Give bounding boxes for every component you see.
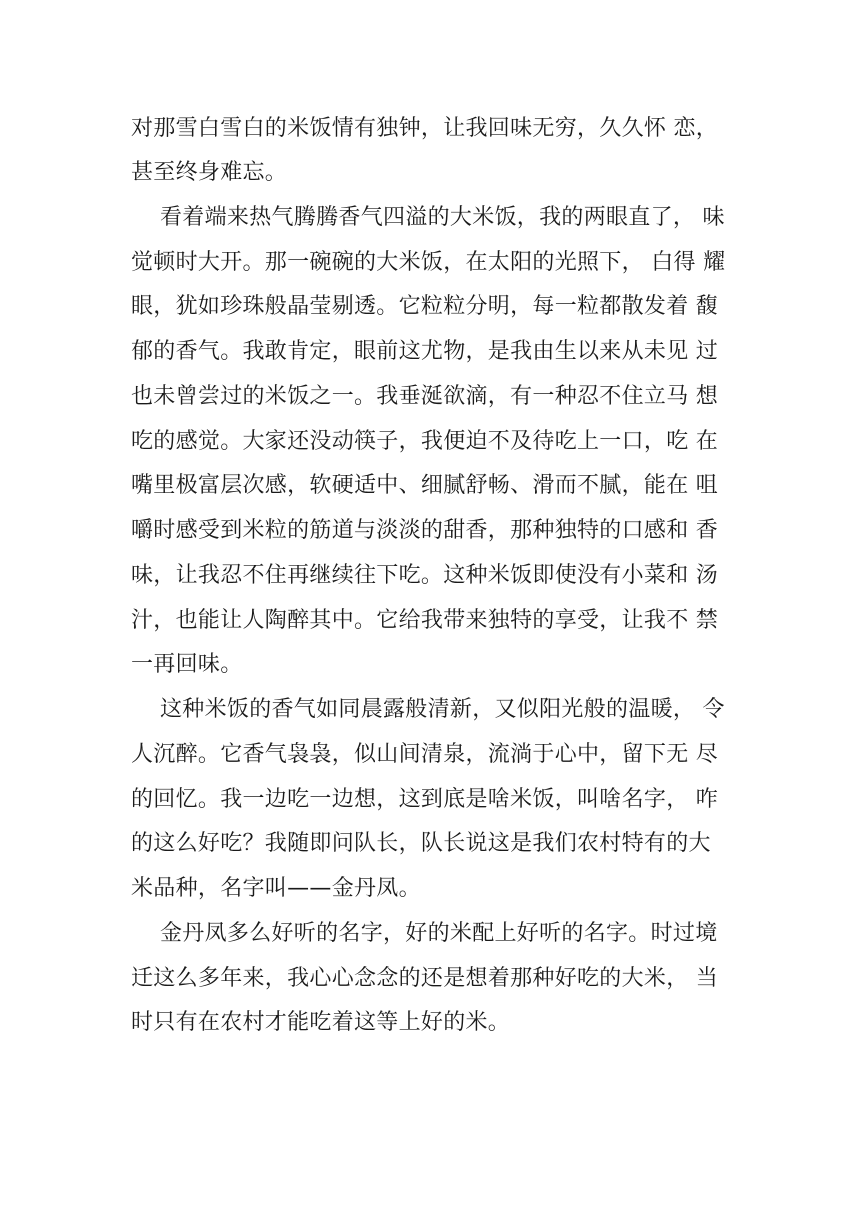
text-line: 汁，也能让人陶醉其中。它给我带来独特的享受，让我不 禁 xyxy=(131,608,719,633)
paragraph-first-line: 看着端来热气腾腾香气四溢的大米饭，我的两眼直了， 味 xyxy=(160,205,725,230)
text-line: 的这么好吃？我随即问队长，队长说这是我们农村特有的大 xyxy=(131,831,711,856)
text-line: 人沉醉。它香气袅袅，似山间清泉，流淌于心中，留下无 尽 xyxy=(131,742,719,767)
paragraph-first-line: 这种米饭的香气如同晨露般清新，又似阳光般的温暖， 令 xyxy=(160,697,725,722)
text-line: 眼，犹如珍珠般晶莹剔透。它粒粒分明，每一粒都散发着 馥 xyxy=(131,294,719,319)
paragraph-first-line: 金丹凤多么好听的名字，好的米配上好听的名字。时过境 xyxy=(160,921,718,946)
text-line: 时只有在农村才能吃着这等上好的米。 xyxy=(131,1010,511,1035)
text-line: 嘴里极富层次感，软硬适中、细腻舒畅、滑而不腻，能在 咀 xyxy=(131,473,719,498)
text-line: 对那雪白雪白的米饭情有独钟，让我回味无穷，久久怀 恋， xyxy=(131,116,719,141)
text-line: 觉顿时大开。那一碗碗的大米饭，在太阳的光照下， 白得 耀 xyxy=(131,250,726,275)
text-line: 迁这么多年来，我心心念念的还是想着那种好吃的大米， 当 xyxy=(131,966,719,991)
text-line: 吃的感觉。大家还没动筷子，我便迫不及待吃上一口，吃 在 xyxy=(131,429,719,454)
text-line: 一再回味。 xyxy=(131,652,243,677)
text-line: 甚至终身难忘。 xyxy=(131,160,288,185)
text-line: 也未曾尝过的米饭之一。我垂涎欲滴，有一种忍不住立马 想 xyxy=(131,384,719,409)
text-line: 的回忆。我一边吃一边想，这到底是啥米饭，叫啥名字， 咋 xyxy=(131,787,719,812)
text-line: 米品种，名字叫——金丹凤。 xyxy=(131,876,421,901)
text-line: 嚼时感受到米粒的筋道与淡淡的甜香，那种独特的口感和 香 xyxy=(131,518,719,543)
text-line: 郁的香气。我敢肯定，眼前这尤物，是我由生以来从未见 过 xyxy=(131,339,719,364)
text-line: 味，让我忍不住再继续往下吃。这种米饭即使没有小菜和 汤 xyxy=(131,563,719,588)
